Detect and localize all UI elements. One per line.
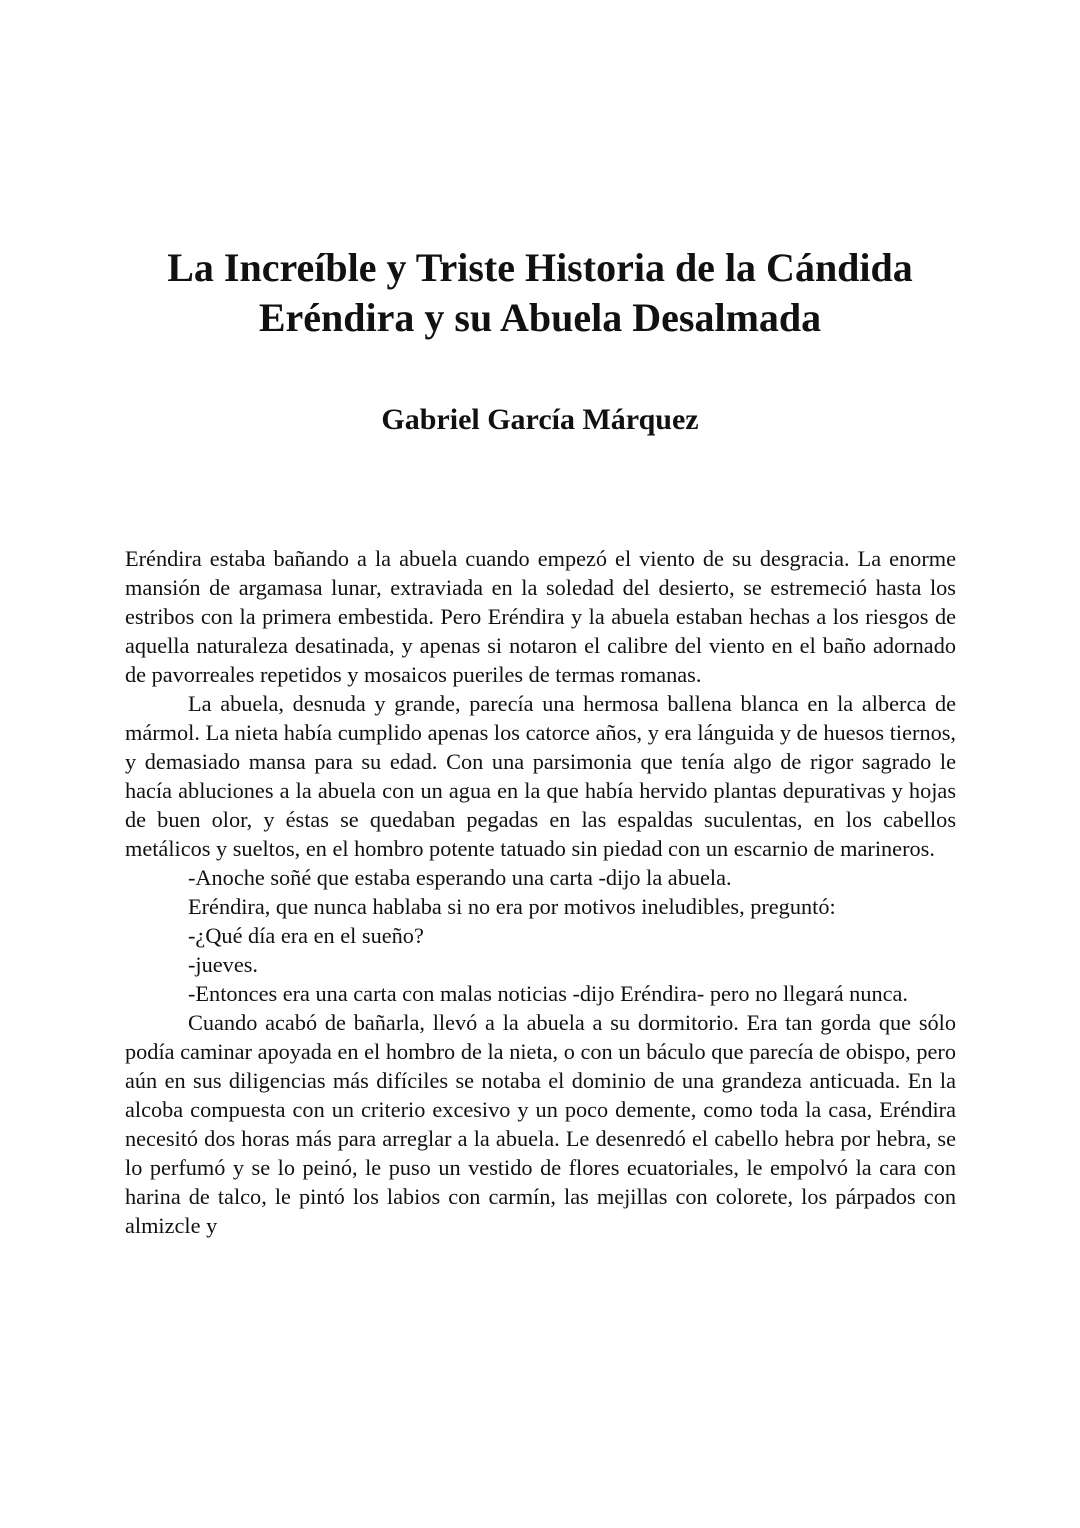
document-author: Gabriel García Márquez: [381, 403, 699, 436]
paragraph-2: La abuela, desnuda y grande, parecía una hermosa ballena blanca en la alberca de mármol. La nieta había cumplido apenas los catorce años, y era lánguida y de huesos tiernos, y demasiado mansa para su edad. Con una parsimonia que tenía algo de rigor sagrado le hacía abluciones a la abuela con un agua en la que había hervido plantas depurativas y hojas de buen olor, y éstas se quedaban pegadas en las espaldas suculentas, en los cabellos metálicos y sueltos, en el hombro potente tatuado sin piedad con un escarnio de marineros.: [125, 691, 956, 861]
title-line-2: Eréndira y su Abuela Desalmada: [258, 295, 822, 340]
title-line-1: La Increíble y Triste Historia de la Cándida: [167, 245, 913, 290]
paragraph-1: Eréndira estaba bañando a la abuela cuando empezó el viento de su desgracia. La enorme mansión de argamasa lunar, extraviada en la soledad del desierto, se estremeció hasta los estribos con la primera embestida. Pero Eréndira y la abuela estaban hechas a los riesgos de aquella naturaleza desatinada, y apenas si notaron el calibre del viento en el baño adornado de pavorreales repetidos y mosaicos pueriles de termas romanas.: [125, 546, 956, 687]
document-body: [125, 544, 956, 1240]
dialogue-line-1: -Anoche soñé que estaba esperando una carta -dijo la abuela.: [188, 865, 732, 890]
narration-line: Eréndira, que nunca hablaba si no era por motivos ineludibles, preguntó:: [188, 894, 836, 919]
dialogue-line-2: -¿Qué día era en el sueño?: [188, 923, 424, 948]
document-title: [100, 243, 980, 343]
paragraph-3: Cuando acabó de bañarla, llevó a la abuela a su dormitorio. Era tan gorda que sólo podía caminar apoyada en el hombro de la nieta, o con un báculo que parecía de obispo, pero aún en sus diligencias más difíciles se notaba el dominio de una grandeza anticuada. En la alcoba compuesta con un criterio excesivo y un poco demente, como toda la casa, Eréndira necesitó dos horas más para arreglar a la abuela. Le desenredó el cabello hebra por hebra, se lo perfumó y se lo peinó, le puso un vestido de flores ecuatoriales, le empolvó la cara con harina de talco, le pintó los labios con carmín, las mejillas con colorete, los párpados con almizcle y: [125, 1010, 956, 1238]
dialogue-line-3: -jueves.: [188, 952, 258, 977]
dialogue-line-4: -Entonces era una carta con malas noticias -dijo Eréndira- pero no llegará nunca.: [188, 981, 908, 1006]
